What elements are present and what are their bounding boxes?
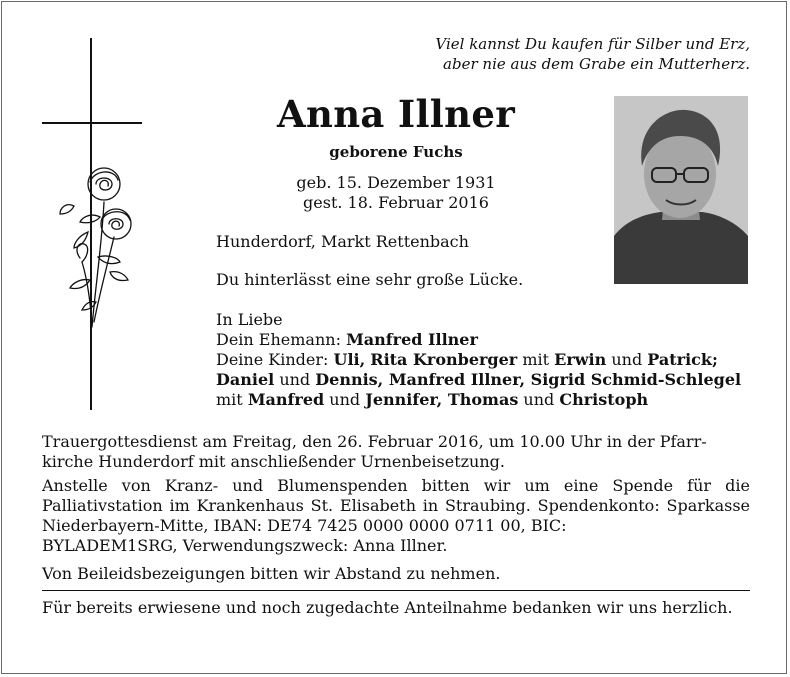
home-place: Hunderdorf, Markt Rettenbach <box>216 232 469 251</box>
donation-reference: BYLADEM1SRG, Verwendungszweck: Anna Illner. <box>42 536 448 555</box>
family-intro: In Liebe <box>216 310 283 329</box>
deceased-name: Anna Illner <box>276 92 516 136</box>
portrait-photo <box>614 96 748 284</box>
cross-icon-beam <box>42 122 142 124</box>
birth-date: geb. 15. Dezember 1931 <box>296 173 496 192</box>
quote-line-2: aber nie aus dem Grabe ein Mutterherz. <box>443 55 750 73</box>
donation-request-text: Anstelle von Kranz- und Blumenspenden bitten wir um eine Spende für die Palliativstation im Krankenhaus St. Elisabeth in Straubing. Spendenkonto: Sparkasse Niederbayern-Mitte, IBAN: DE74 7425 0000 0000 0711 00, BIC: BYLADEM1SRG, Verwendungszweck: Anna Illner. <box>42 476 750 555</box>
condolence-note: Von Beileidsbezeigungen bitten wir Abstand zu nehmen. <box>42 564 501 583</box>
funeral-service-text: Trauergottesdienst am Freitag, den 26. Februar 2016, um 10.00 Uhr in der Pfarr- kirche Hunderdorf mit anschließender Urnenbeisetzung. <box>42 432 707 471</box>
husband-name: Manfred Illner <box>346 330 478 349</box>
maiden-name: geborene Fuchs <box>329 143 463 161</box>
quote <box>330 34 750 74</box>
life-dates <box>200 173 592 213</box>
children-line-1: Deine Kinder: Uli, Rita Kronberger mit Erwin und Patrick; <box>216 350 718 369</box>
divider-line <box>42 590 750 591</box>
children-line-2: Daniel und Dennis, Manfred Illner, Sigrid Schmid-Schlegel <box>216 370 742 389</box>
roses-icon <box>52 162 142 332</box>
husband-line: Dein Ehemann: Manfred Illner <box>216 330 478 349</box>
thanks-text: Für bereits erwiesene und noch zugedachte Anteilnahme bedanken wir uns herzlich. <box>42 598 733 617</box>
family-block <box>216 310 756 410</box>
farewell-message: Du hinterlässt eine sehr große Lücke. <box>216 270 524 289</box>
children-line-3: mit Manfred und Jennifer, Thomas und Christoph <box>216 390 649 409</box>
death-date: gest. 18. Februar 2016 <box>303 193 489 212</box>
quote-line-1: Viel kannst Du kaufen für Silber und Erz, <box>435 35 750 53</box>
